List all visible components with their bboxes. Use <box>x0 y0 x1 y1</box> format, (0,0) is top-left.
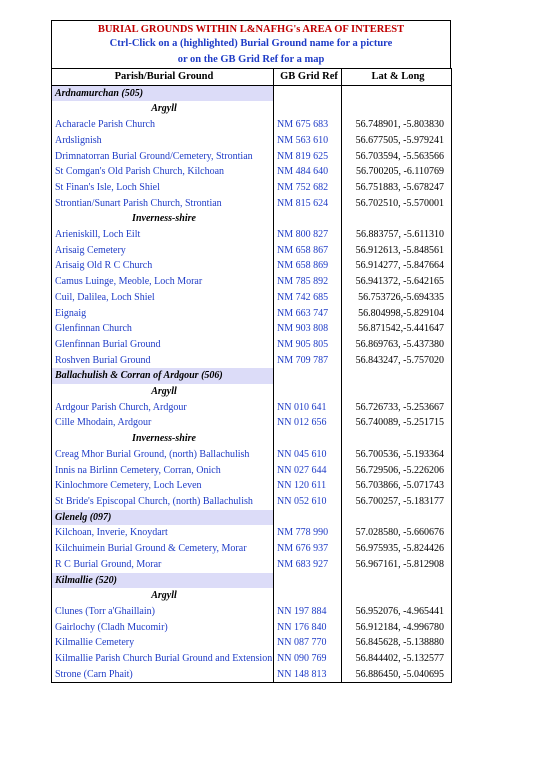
grid-ref-link[interactable]: NM 658 869 <box>274 258 342 274</box>
grid-ref-link[interactable]: NN 176 840 <box>274 620 342 636</box>
grid-ref-link[interactable]: NM 800 827 <box>274 227 342 243</box>
lat-long-value: 56.912613, -5.848561 <box>342 243 452 259</box>
parish-section-row <box>52 573 452 589</box>
burial-ground-link[interactable]: Clunes (Torr a'Ghaillain) <box>52 604 274 620</box>
lat-long-value: 56.740089, -5.251715 <box>342 415 452 431</box>
county-heading-row <box>52 384 452 400</box>
table-row <box>52 306 452 322</box>
lat-long-value: 56.700205, -6.110769 <box>342 164 452 180</box>
lat-long-value: 56.912184, -4.996780 <box>342 620 452 636</box>
grid-ref-link[interactable]: NM 778 990 <box>274 525 342 541</box>
parish-section-name: Glenelg (097) <box>52 510 274 526</box>
table-row <box>52 164 452 180</box>
parish-section-row <box>52 85 452 101</box>
lat-long-value: 56.869763, -5.437380 <box>342 337 452 353</box>
lat-long-value: 56.804998,-5.829104 <box>342 306 452 322</box>
burial-ground-link[interactable]: Glenfinnan Church <box>52 321 274 337</box>
lat-long-value: 56.883757, -5.611310 <box>342 227 452 243</box>
grid-ref-link[interactable]: NM 903 808 <box>274 321 342 337</box>
table-row <box>52 180 452 196</box>
burial-ground-link[interactable]: Arisaig Cemetery <box>52 243 274 259</box>
grid-ref-link[interactable]: NM 905 805 <box>274 337 342 353</box>
parish-section-name: Kilmallie (520) <box>52 573 274 589</box>
table-row <box>52 117 452 133</box>
table-row <box>52 525 452 541</box>
column-header-parish: Parish/Burial Ground <box>52 69 274 86</box>
grid-ref-link[interactable]: NM 675 683 <box>274 117 342 133</box>
grid-ref-link[interactable]: NM 683 927 <box>274 557 342 573</box>
burial-ground-link[interactable]: R C Burial Ground, Morar <box>52 557 274 573</box>
table-row <box>52 133 452 149</box>
county-heading-row <box>52 101 452 117</box>
table-row <box>52 227 452 243</box>
grid-ref-link[interactable]: NN 012 656 <box>274 415 342 431</box>
lat-long-value: 56.702510, -5.570001 <box>342 196 452 212</box>
table-row <box>52 620 452 636</box>
lat-long-value: 56.700257, -5.183177 <box>342 494 452 510</box>
grid-ref-link[interactable]: NM 663 747 <box>274 306 342 322</box>
burial-grounds-sheet <box>51 20 451 683</box>
burial-ground-link[interactable]: Camus Luinge, Meoble, Loch Morar <box>52 274 274 290</box>
burial-ground-link[interactable]: Strontian/Sunart Parish Church, Strontian <box>52 196 274 212</box>
column-header-grid-ref: GB Grid Ref <box>274 69 342 86</box>
county-heading-row <box>52 211 452 227</box>
grid-ref-link[interactable]: NN 197 884 <box>274 604 342 620</box>
county-heading-row <box>52 431 452 447</box>
burial-ground-link[interactable]: Arisaig Old R C Church <box>52 258 274 274</box>
burial-ground-link[interactable]: Ardgour Parish Church, Ardgour <box>52 400 274 416</box>
table-row <box>52 494 452 510</box>
burial-ground-link[interactable]: St Finan's Isle, Loch Shiel <box>52 180 274 196</box>
lat-long-value: 56.753726,-5.694335 <box>342 290 452 306</box>
burial-grounds-table <box>51 68 452 683</box>
sheet-header <box>51 20 451 68</box>
lat-long-value: 57.028580, -5.660676 <box>342 525 452 541</box>
grid-ref-link[interactable]: NM 752 682 <box>274 180 342 196</box>
burial-ground-link[interactable]: Acharacle Parish Church <box>52 117 274 133</box>
table-row <box>52 447 452 463</box>
burial-ground-link[interactable]: Roshven Burial Ground <box>52 353 274 369</box>
lat-long-value: 56.914277, -5.847664 <box>342 258 452 274</box>
table-row <box>52 463 452 479</box>
burial-ground-link[interactable]: Ardslignish <box>52 133 274 149</box>
grid-ref-link[interactable]: NN 010 641 <box>274 400 342 416</box>
lat-long-value: 56.845628, -5.138880 <box>342 635 452 651</box>
grid-ref-link[interactable]: NN 148 813 <box>274 667 342 683</box>
grid-ref-link[interactable]: NM 658 867 <box>274 243 342 259</box>
table-row <box>52 541 452 557</box>
burial-ground-link[interactable]: Kilchoan, Inverie, Knoydart <box>52 525 274 541</box>
grid-ref-link[interactable]: NN 090 769 <box>274 651 342 667</box>
lat-long-value: 56.751883, -5.678247 <box>342 180 452 196</box>
grid-ref-link[interactable]: NM 676 937 <box>274 541 342 557</box>
burial-ground-link[interactable]: Kinlochmore Cemetery, Loch Leven <box>52 478 274 494</box>
grid-ref-link[interactable]: NN 120 611 <box>274 478 342 494</box>
lat-long-value: 56.748901, -5.803830 <box>342 117 452 133</box>
table-row <box>52 353 452 369</box>
table-row <box>52 635 452 651</box>
lat-long-value: 56.871542,-5.441647 <box>342 321 452 337</box>
lat-long-value: 56.844402, -5.132577 <box>342 651 452 667</box>
table-row <box>52 400 452 416</box>
lat-long-value: 56.843247, -5.757020 <box>342 353 452 369</box>
grid-ref-link[interactable]: NM 484 640 <box>274 164 342 180</box>
grid-ref-link[interactable]: NN 052 610 <box>274 494 342 510</box>
burial-ground-link[interactable]: Drimnatorran Burial Ground/Cemetery, Strontian <box>52 149 274 165</box>
table-row <box>52 196 452 212</box>
lat-long-value: 56.886450, -5.040695 <box>342 667 452 683</box>
table-row <box>52 149 452 165</box>
lat-long-value: 56.975935, -5.824426 <box>342 541 452 557</box>
lat-long-value: 56.941372, -5.642165 <box>342 274 452 290</box>
parish-section-row <box>52 368 452 384</box>
burial-ground-link[interactable]: St Comgan's Old Parish Church, Kilchoan <box>52 164 274 180</box>
parish-section-row <box>52 510 452 526</box>
grid-ref-link[interactable]: NN 027 644 <box>274 463 342 479</box>
burial-ground-link[interactable]: Cuil, Dalilea, Loch Shiel <box>52 290 274 306</box>
table-row <box>52 415 452 431</box>
burial-ground-link[interactable]: Innis na Birlinn Cemetery, Corran, Onich <box>52 463 274 479</box>
burial-ground-link[interactable]: Arieniskill, Loch Eilt <box>52 227 274 243</box>
burial-ground-link[interactable]: St Bride's Episcopal Church, (north) Ballachulish <box>52 494 274 510</box>
table-row <box>52 337 452 353</box>
lat-long-value: 56.677505, -5.979241 <box>342 133 452 149</box>
lat-long-value: 56.703866, -5.071743 <box>342 478 452 494</box>
table-row <box>52 290 452 306</box>
burial-ground-link[interactable]: Kilchuimein Burial Ground & Cemetery, Morar <box>52 541 274 557</box>
county-heading: Inverness-shire <box>52 211 274 227</box>
burial-ground-link[interactable]: Glenfinnan Burial Ground <box>52 337 274 353</box>
county-heading: Argyll <box>52 101 274 117</box>
burial-ground-link[interactable]: Kilmallie Cemetery <box>52 635 274 651</box>
grid-ref-link[interactable]: NN 045 610 <box>274 447 342 463</box>
table-row <box>52 478 452 494</box>
lat-long-value: 56.726733, -5.253667 <box>342 400 452 416</box>
sheet-title: BURIAL GROUNDS WITHIN L&NAFHG's AREA OF INTEREST <box>97 24 405 35</box>
burial-ground-link[interactable]: Cille Mhodain, Ardgour <box>52 415 274 431</box>
lat-long-value: 56.967161, -5.812908 <box>342 557 452 573</box>
table-row <box>52 651 452 667</box>
county-heading-row <box>52 588 452 604</box>
table-row <box>52 274 452 290</box>
grid-ref-link[interactable]: NM 709 787 <box>274 353 342 369</box>
burial-ground-link[interactable]: Gairlochy (Cladh Mucomir) <box>52 620 274 636</box>
grid-ref-link[interactable]: NM 819 625 <box>274 149 342 165</box>
table-row <box>52 243 452 259</box>
county-heading: Argyll <box>52 384 274 400</box>
table-row <box>52 604 452 620</box>
burial-ground-link[interactable]: Eignaig <box>52 306 274 322</box>
table-header-row <box>52 69 452 86</box>
table-row <box>52 667 452 683</box>
instruction-line-2: or on the GB Grid Ref for a map <box>177 54 325 65</box>
county-heading: Inverness-shire <box>52 431 274 447</box>
grid-ref-link[interactable]: NM 785 892 <box>274 274 342 290</box>
grid-ref-link[interactable]: NM 563 610 <box>274 133 342 149</box>
burial-ground-link[interactable]: Strone (Carn Phait) <box>52 667 274 683</box>
parish-section-name: Ballachulish & Corran of Ardgour (506) <box>52 368 274 384</box>
lat-long-value: 56.729506, -5.226206 <box>342 463 452 479</box>
table-row <box>52 321 452 337</box>
lat-long-value: 56.952076, -4.965441 <box>342 604 452 620</box>
burial-ground-link[interactable]: Kilmallie Parish Church Burial Ground and Extension <box>52 651 274 667</box>
instruction-line-1: Ctrl-Click on a (highlighted) Burial Ground name for a picture <box>109 38 393 49</box>
grid-ref-link[interactable]: NM 742 685 <box>274 290 342 306</box>
county-heading: Argyll <box>52 588 274 604</box>
parish-section-name: Ardnamurchan (505) <box>52 85 274 101</box>
grid-ref-link[interactable]: NM 815 624 <box>274 196 342 212</box>
lat-long-value: 56.700536, -5.193364 <box>342 447 452 463</box>
grid-ref-link[interactable]: NN 087 770 <box>274 635 342 651</box>
table-row <box>52 557 452 573</box>
table-row <box>52 258 452 274</box>
burial-ground-link[interactable]: Creag Mhor Burial Ground, (north) Ballachulish <box>52 447 274 463</box>
column-header-lat-long: Lat & Long <box>342 69 452 86</box>
lat-long-value: 56.703594, -5.563566 <box>342 149 452 165</box>
